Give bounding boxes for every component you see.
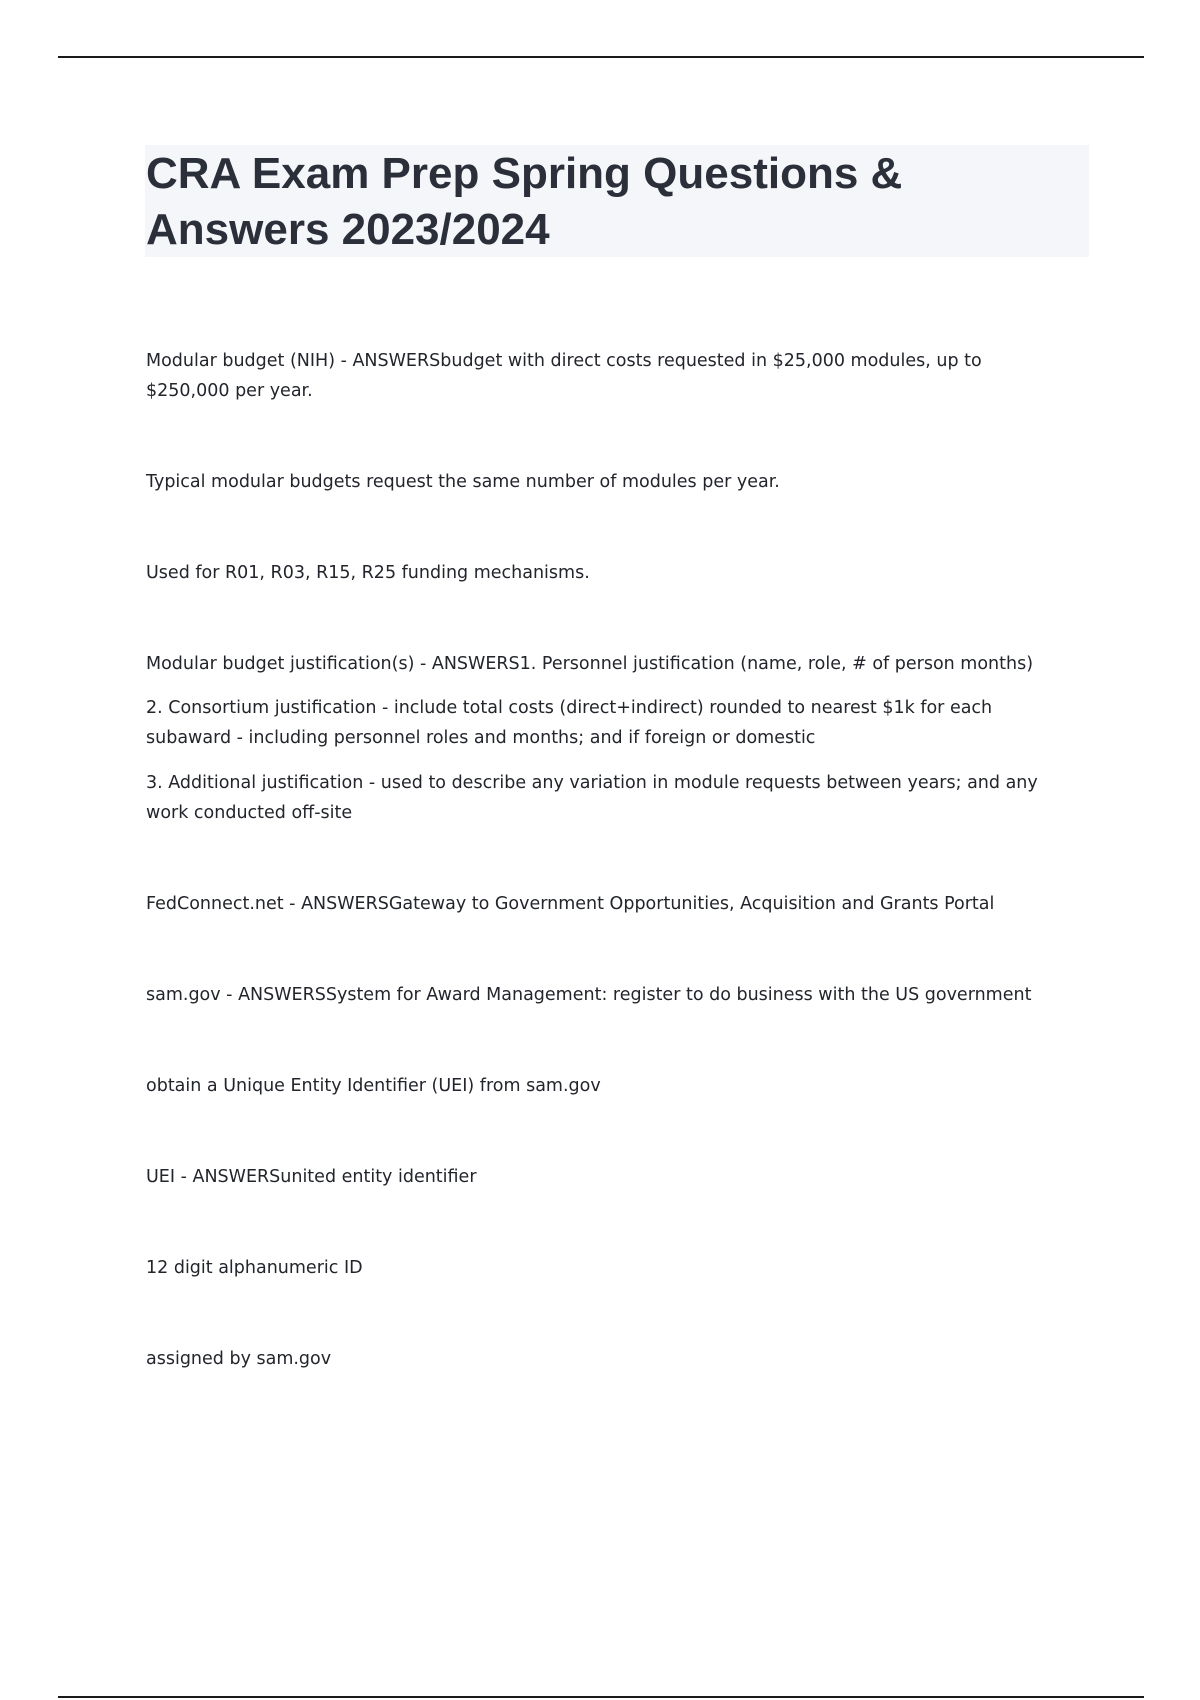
- paragraph-sam-gov: sam.gov - ANSWERSSystem for Award Management: register to do business with the US government: [146, 985, 1032, 1005]
- paragraph-modular-budget: Modular budget (NIH) - ANSWERSbudget with direct costs requested in $25,000 modules, up to $250,000 per year.: [146, 351, 982, 401]
- page-title: CRA Exam Prep Spring Questions & Answers 2023/2024: [146, 149, 903, 254]
- paragraph-uei-assigned: assigned by sam.gov: [146, 1349, 332, 1369]
- paragraph-additional-justification: 3. Additional justification - used to describe any variation in module requests between years; and any work conducted off-site: [146, 773, 1038, 823]
- paragraph-justifications: Modular budget justification(s) - ANSWERS1. Personnel justification (name, role, # of person months): [146, 654, 1034, 674]
- paragraph-consortium-justification: 2. Consortium justification - include total costs (direct+indirect) rounded to nearest $1k for each subaward - including personnel roles and months; and if foreign or domestic: [146, 698, 993, 748]
- paragraph-typical-modules: Typical modular budgets request the same number of modules per year.: [146, 472, 780, 492]
- top-rule: [58, 56, 1144, 58]
- paragraph-fedconnect: FedConnect.net - ANSWERSGateway to Government Opportunities, Acquisition and Grants Portal: [146, 894, 995, 914]
- paragraph-uei-format: 12 digit alphanumeric ID: [146, 1258, 363, 1278]
- paragraph-funding-mechanisms: Used for R01, R03, R15, R25 funding mechanisms.: [146, 563, 590, 583]
- bottom-rule: [58, 1696, 1144, 1698]
- paragraph-uei: UEI - ANSWERSunited entity identifier: [146, 1167, 477, 1187]
- paragraph-obtain-uei: obtain a Unique Entity Identifier (UEI) from sam.gov: [146, 1076, 601, 1096]
